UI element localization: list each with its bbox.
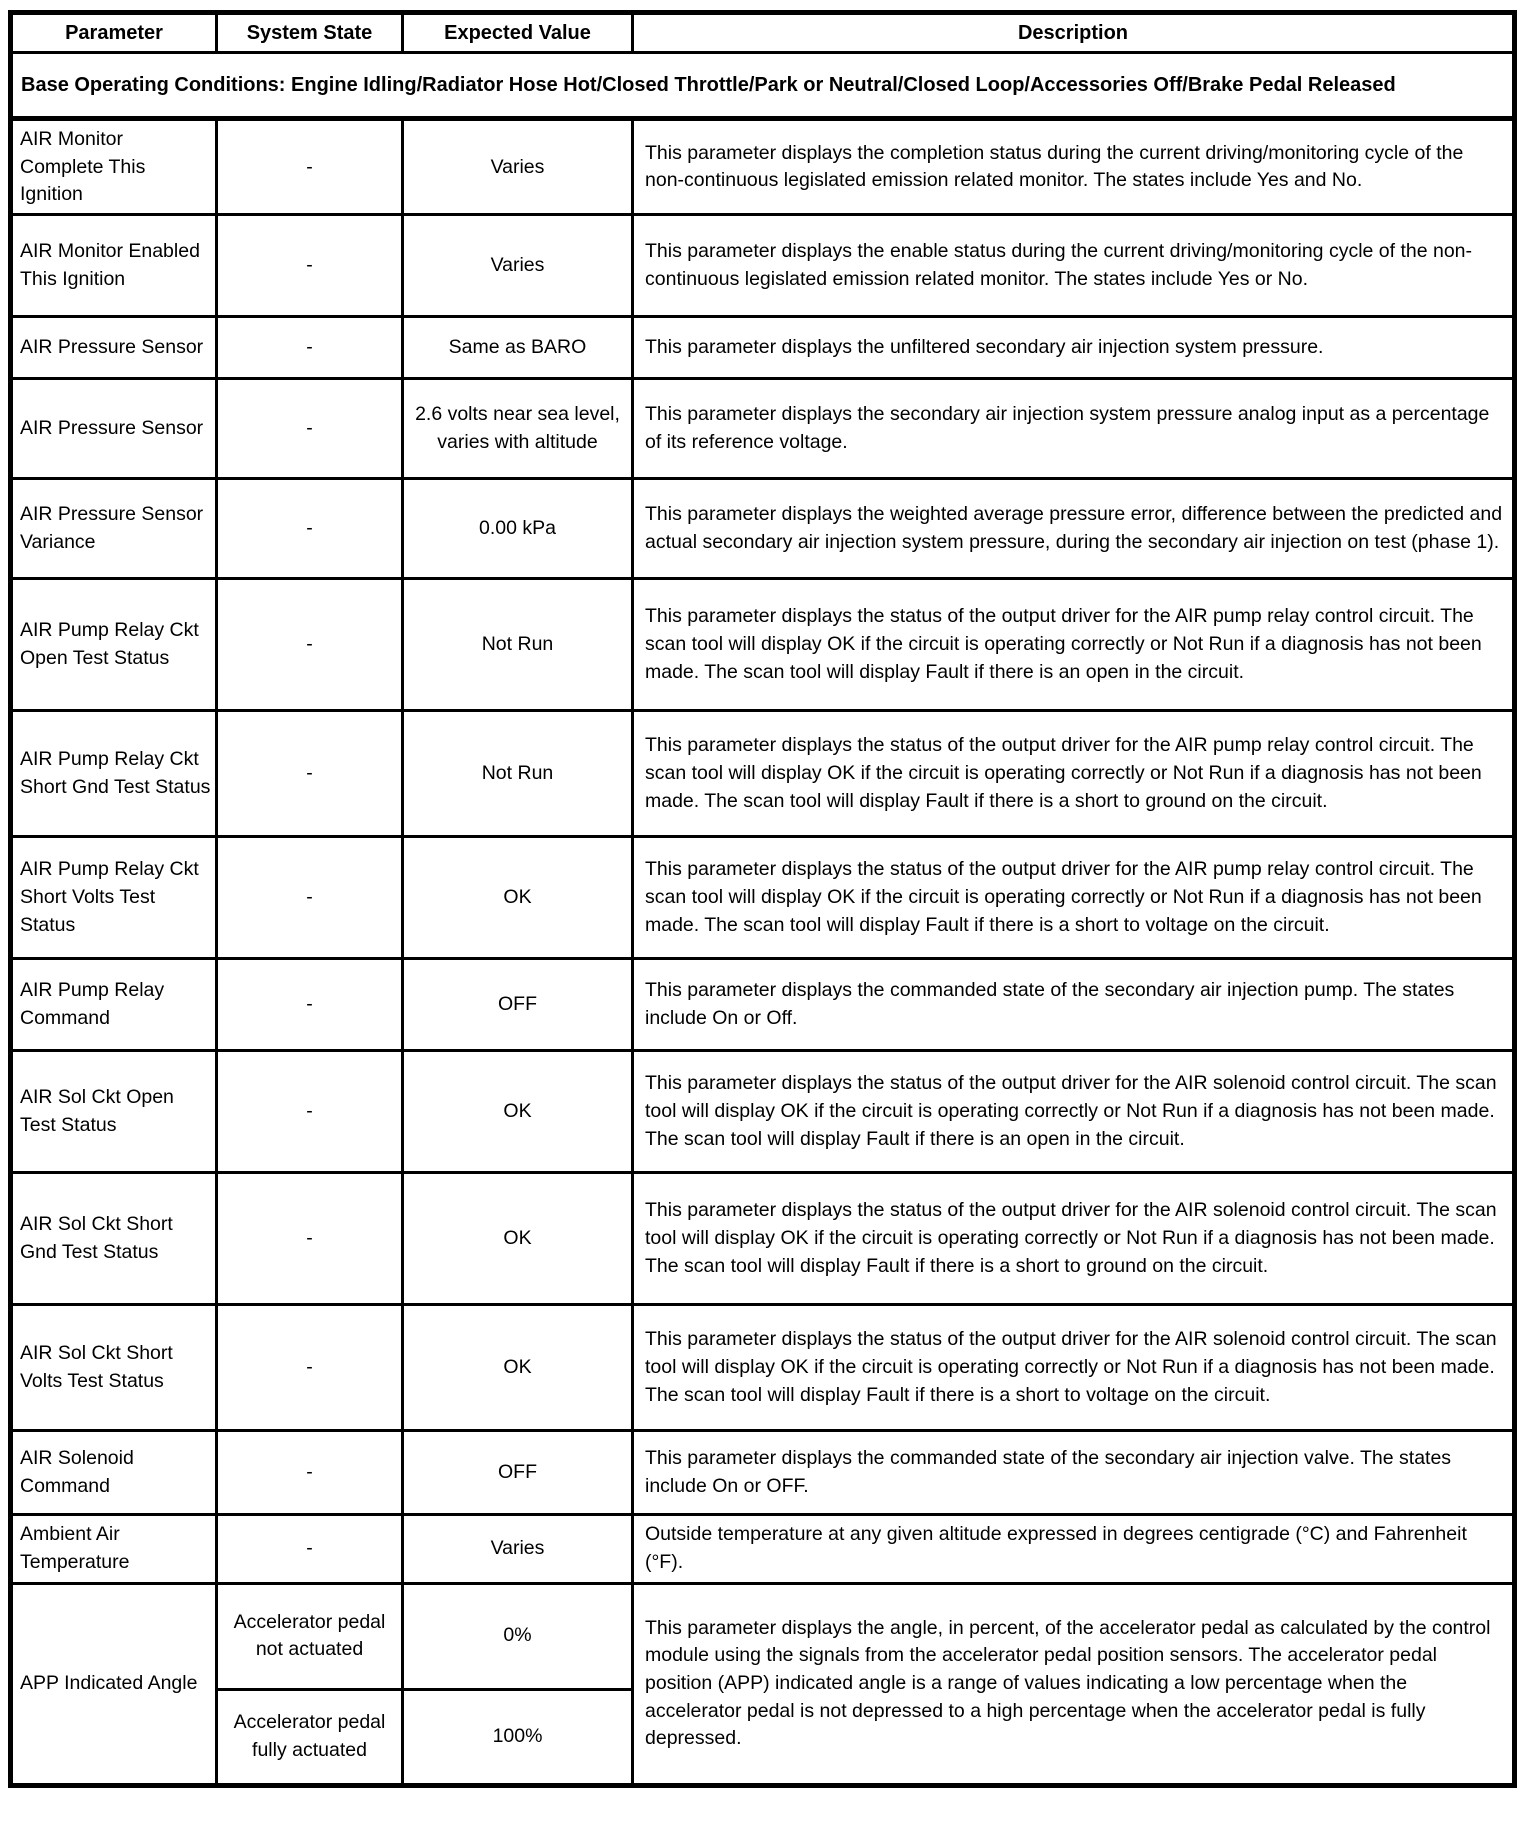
header-row xyxy=(11,13,1515,53)
table-row xyxy=(11,1173,1515,1305)
expected-value-cell: Not Run xyxy=(403,579,633,711)
table-row xyxy=(11,959,1515,1051)
table-row xyxy=(11,379,1515,479)
expected-value-cell: Varies xyxy=(403,215,633,317)
description-cell: This parameter displays the status of the output driver for the AIR solenoid control circuit. The scan tool will display OK if the circuit is operating correctly or Not Run if a diagnosis has not been made. The scan tool will display Fault if there is a short to voltage on the circuit. xyxy=(633,1305,1515,1431)
parameter-cell: AIR Pump Relay Ckt Short Volts Test Status xyxy=(11,837,217,959)
description-cell: This parameter displays the status of the output driver for the AIR pump relay control circuit. The scan tool will display OK if the circuit is operating correctly or Not Run if a diagnosis has not been made. The scan tool will display Fault if there is a short to ground on the circuit. xyxy=(633,711,1515,837)
expected-value-cell: OK xyxy=(403,837,633,959)
parameter-cell: AIR Solenoid Command xyxy=(11,1431,217,1515)
parameter-cell: AIR Monitor Complete This Ignition xyxy=(11,119,217,215)
table-row-app-indicated-angle-sub1 xyxy=(11,1583,1515,1689)
system-state-cell: - xyxy=(217,579,403,711)
description-cell: This parameter displays the status of the output driver for the AIR pump relay control circuit. The scan tool will display OK if the circuit is operating correctly or Not Run if a diagnosis has not been made. The scan tool will display Fault if there is a short to voltage on the circuit. xyxy=(633,837,1515,959)
expected-value-cell: Not Run xyxy=(403,711,633,837)
table-row xyxy=(11,479,1515,579)
system-state-cell: - xyxy=(217,379,403,479)
table-row xyxy=(11,711,1515,837)
expected-value-cell: 100% xyxy=(403,1689,633,1785)
table-row xyxy=(11,1305,1515,1431)
system-state-cell: - xyxy=(217,959,403,1051)
parameter-cell: AIR Sol Ckt Short Gnd Test Status xyxy=(11,1173,217,1305)
table-row xyxy=(11,119,1515,215)
expected-value-cell: OFF xyxy=(403,959,633,1051)
base-operating-conditions-row xyxy=(11,53,1515,119)
expected-value-cell: Varies xyxy=(403,119,633,215)
column-header-description: Description xyxy=(633,13,1515,53)
table-row xyxy=(11,1515,1515,1583)
expected-value-cell: Same as BARO xyxy=(403,317,633,379)
system-state-cell: - xyxy=(217,215,403,317)
system-state-cell: - xyxy=(217,1051,403,1173)
table-row xyxy=(11,317,1515,379)
description-cell: This parameter displays the status of the output driver for the AIR pump relay control circuit. The scan tool will display OK if the circuit is operating correctly or Not Run if a diagnosis has not been made. The scan tool will display Fault if there is an open in the circuit. xyxy=(633,579,1515,711)
expected-value-cell: 0.00 kPa xyxy=(403,479,633,579)
table-row xyxy=(11,1431,1515,1515)
column-header-parameter: Parameter xyxy=(11,13,217,53)
parameter-cell: AIR Pump Relay Ckt Open Test Status xyxy=(11,579,217,711)
system-state-cell: - xyxy=(217,1515,403,1583)
system-state-cell: - xyxy=(217,711,403,837)
expected-value-cell: OK xyxy=(403,1305,633,1431)
table-row xyxy=(11,579,1515,711)
description-cell: This parameter displays the enable status during the current driving/monitoring cycle of the non-continuous legislated emission related monitor. The states include Yes or No. xyxy=(633,215,1515,317)
parameter-cell: Ambient Air Temperature xyxy=(11,1515,217,1583)
parameter-cell: AIR Pressure Sensor xyxy=(11,379,217,479)
system-state-cell: Accelerator pedal not actuated xyxy=(217,1583,403,1689)
description-cell: Outside temperature at any given altitude expressed in degrees centigrade (°C) and Fahrenheit (°F). xyxy=(633,1515,1515,1583)
expected-value-cell: Varies xyxy=(403,1515,633,1583)
description-cell: This parameter displays the commanded state of the secondary air injection pump. The states include On or Off. xyxy=(633,959,1515,1051)
table-row xyxy=(11,1051,1515,1173)
system-state-cell: - xyxy=(217,1431,403,1515)
system-state-cell: - xyxy=(217,317,403,379)
system-state-cell: - xyxy=(217,1305,403,1431)
system-state-cell: - xyxy=(217,479,403,579)
description-cell: This parameter displays the status of the output driver for the AIR solenoid control circuit. The scan tool will display OK if the circuit is operating correctly or Not Run if a diagnosis has not been made. The scan tool will display Fault if there is a short to ground on the circuit. xyxy=(633,1173,1515,1305)
parameter-cell: AIR Pump Relay Command xyxy=(11,959,217,1051)
description-cell: This parameter displays the unfiltered secondary air injection system pressure. xyxy=(633,317,1515,379)
description-cell: This parameter displays the secondary air injection system pressure analog input as a percentage of its reference voltage. xyxy=(633,379,1515,479)
description-cell: This parameter displays the completion status during the current driving/monitoring cycle of the non-continuous legislated emission related monitor. The states include Yes and No. xyxy=(633,119,1515,215)
description-cell: This parameter displays the angle, in percent, of the accelerator pedal as calculated by the control module using the signals from the accelerator pedal position sensors. The accelerator pedal position (APP) indicated angle is a range of values indicating a low percentage when the accelerator pedal is not depressed to a high percentage when the accelerator pedal is fully depressed. xyxy=(633,1583,1515,1785)
system-state-cell: - xyxy=(217,837,403,959)
parameter-cell: AIR Monitor Enabled This Ignition xyxy=(11,215,217,317)
column-header-system-state: System State xyxy=(217,13,403,53)
parameter-cell: AIR Pressure Sensor xyxy=(11,317,217,379)
table-row xyxy=(11,215,1515,317)
expected-value-cell: 2.6 volts near sea level, varies with altitude xyxy=(403,379,633,479)
expected-value-cell: OFF xyxy=(403,1431,633,1515)
system-state-cell: - xyxy=(217,119,403,215)
system-state-cell: - xyxy=(217,1173,403,1305)
parameter-cell: AIR Sol Ckt Short Volts Test Status xyxy=(11,1305,217,1431)
parameter-cell: APP Indicated Angle xyxy=(11,1583,217,1785)
expected-value-cell: OK xyxy=(403,1051,633,1173)
description-cell: This parameter displays the status of the output driver for the AIR solenoid control circuit. The scan tool will display OK if the circuit is operating correctly or Not Run if a diagnosis has not been made. The scan tool will display Fault if there is an open in the circuit. xyxy=(633,1051,1515,1173)
column-header-expected-value: Expected Value xyxy=(403,13,633,53)
expected-value-cell: OK xyxy=(403,1173,633,1305)
scan-tool-data-table xyxy=(8,10,1517,1788)
parameter-cell: AIR Sol Ckt Open Test Status xyxy=(11,1051,217,1173)
table-row xyxy=(11,837,1515,959)
description-cell: This parameter displays the commanded state of the secondary air injection valve. The states include On or OFF. xyxy=(633,1431,1515,1515)
expected-value-cell: 0% xyxy=(403,1583,633,1689)
parameter-cell: AIR Pressure Sensor Variance xyxy=(11,479,217,579)
description-cell: This parameter displays the weighted average pressure error, difference between the predicted and actual secondary air injection system pressure, during the secondary air injection on test (phase 1). xyxy=(633,479,1515,579)
base-operating-conditions-text: Base Operating Conditions: Engine Idling/Radiator Hose Hot/Closed Throttle/Park or Neutral/Closed Loop/Accessories Off/Brake Pedal Released xyxy=(11,53,1515,119)
parameter-cell: AIR Pump Relay Ckt Short Gnd Test Status xyxy=(11,711,217,837)
system-state-cell: Accelerator pedal fully actuated xyxy=(217,1689,403,1785)
